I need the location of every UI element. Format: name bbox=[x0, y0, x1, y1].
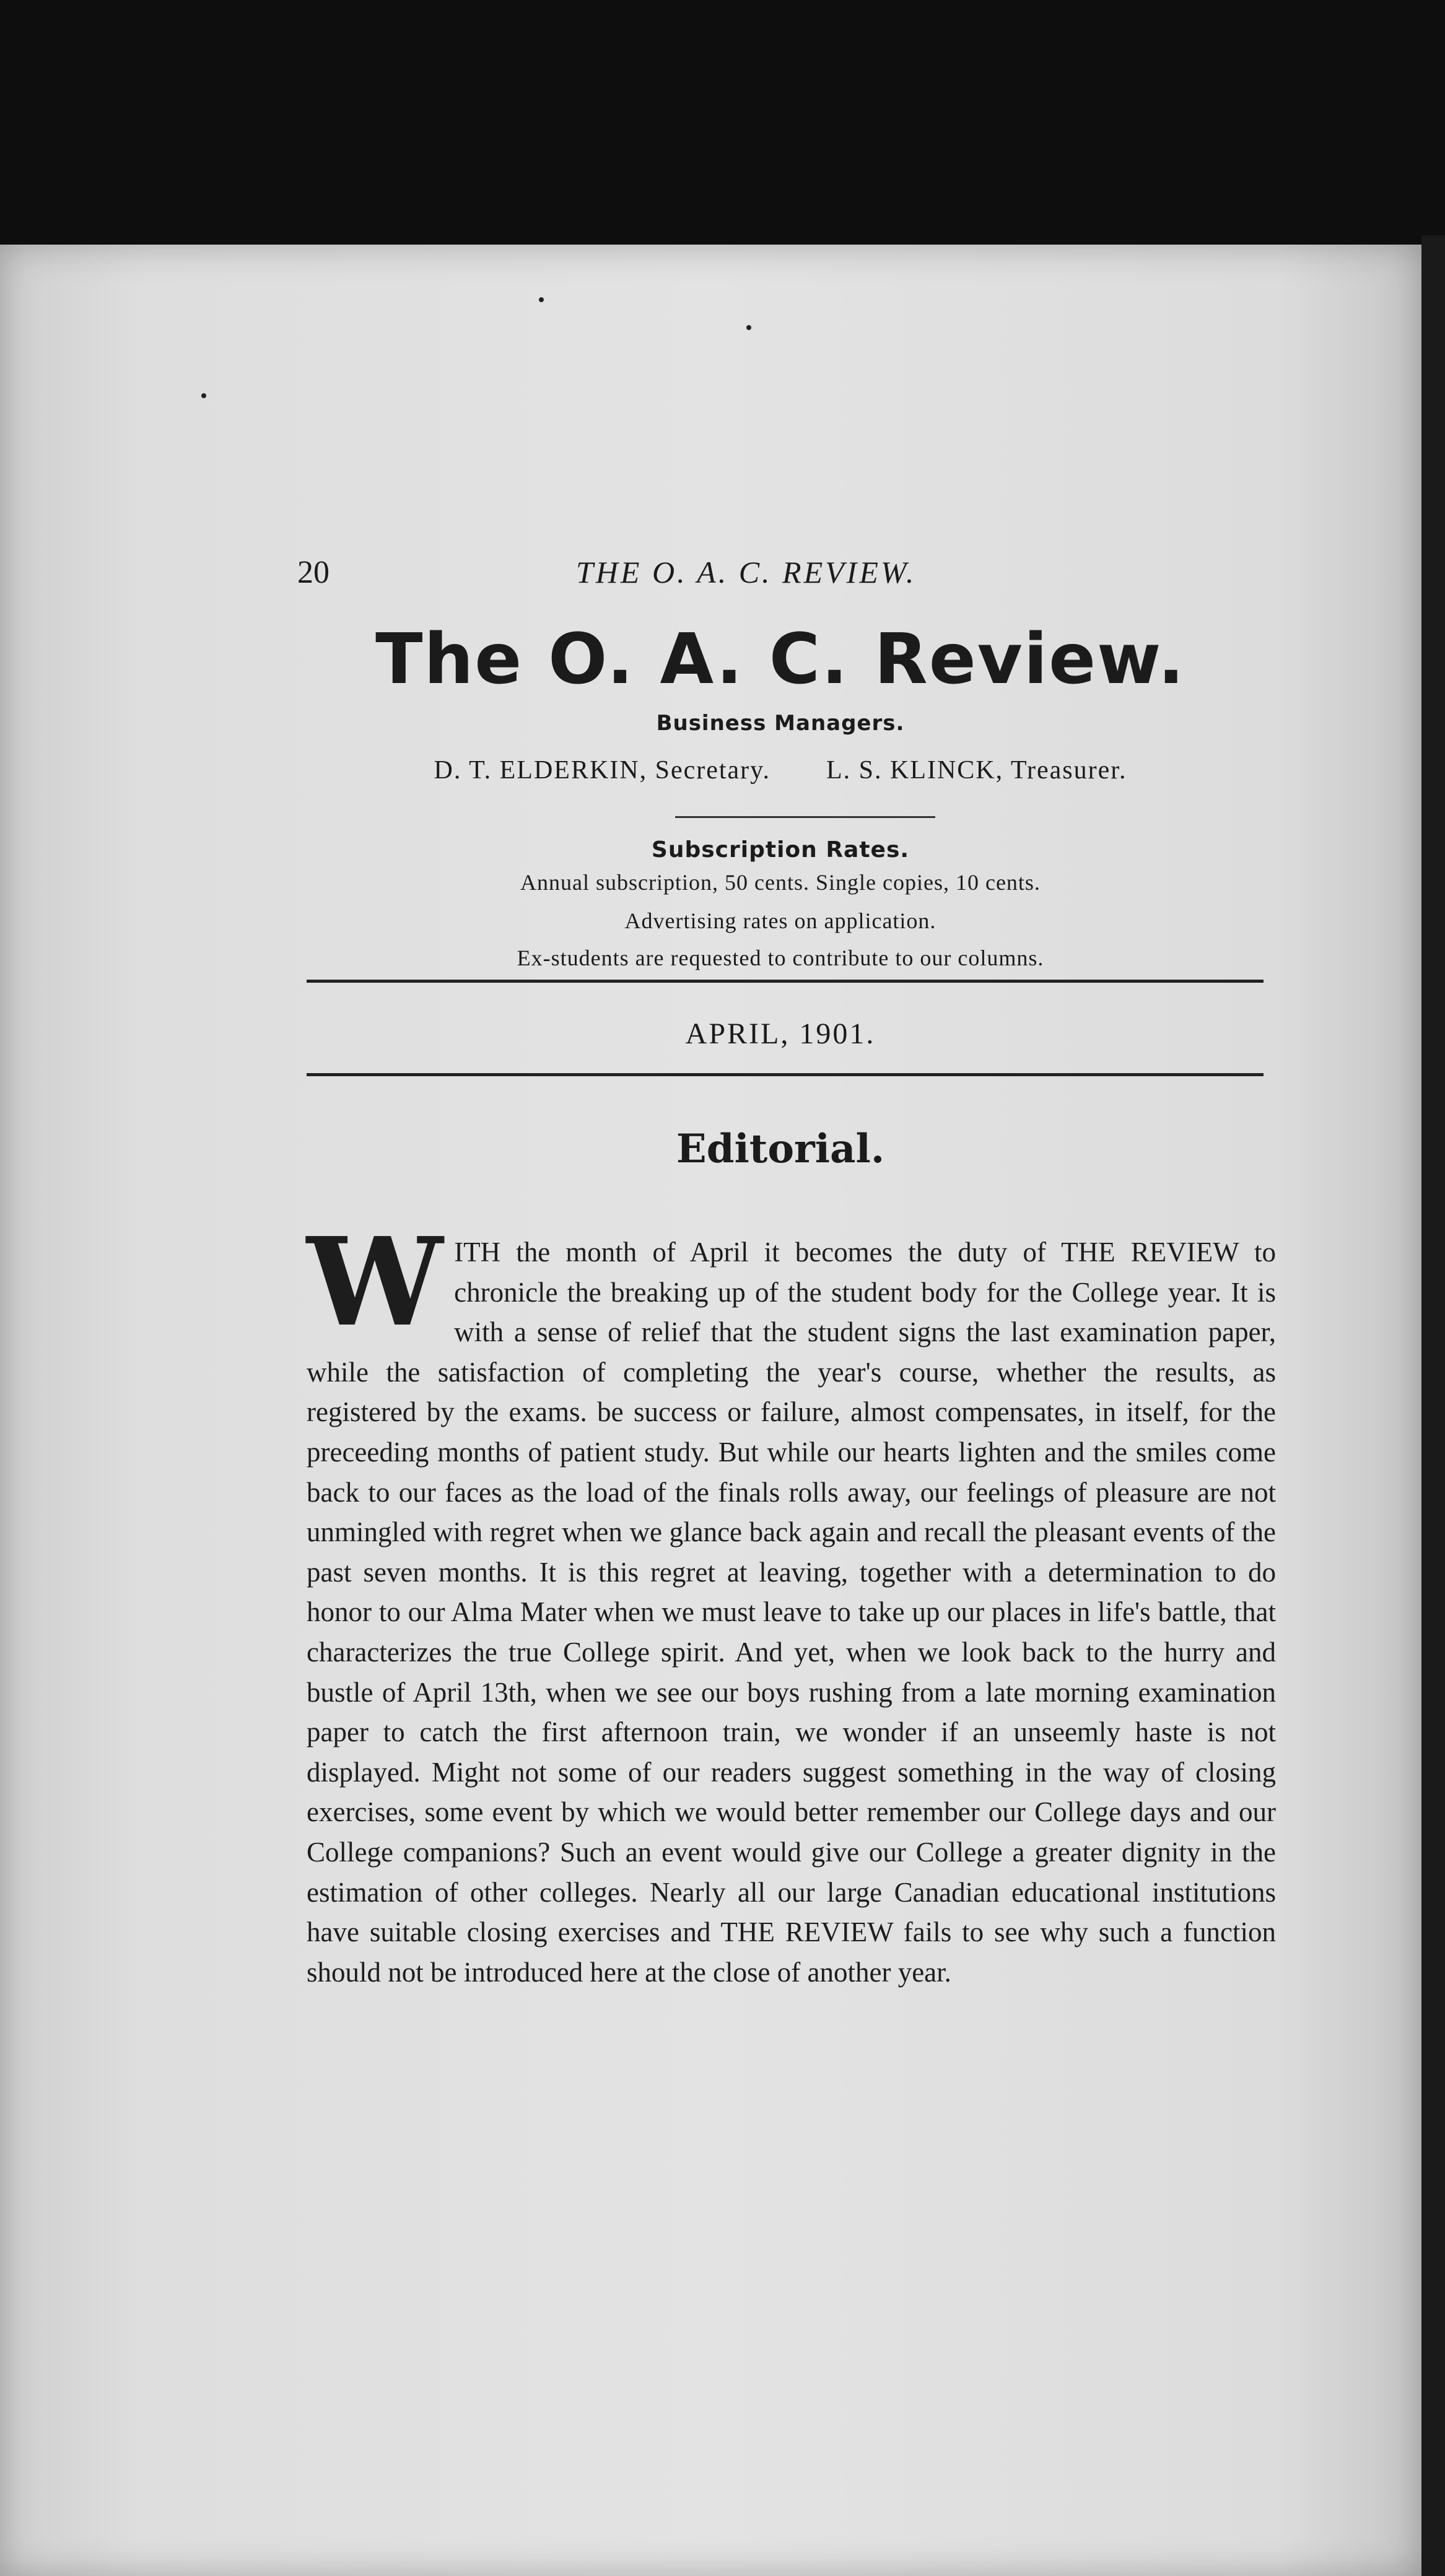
running-title: THE O. A. C. REVIEW. bbox=[576, 555, 917, 590]
business-managers-label: Business Managers. bbox=[656, 711, 905, 736]
divider bbox=[307, 1073, 1264, 1076]
scan-background-edge bbox=[1421, 235, 1445, 2576]
divider bbox=[675, 816, 935, 818]
running-head bbox=[297, 554, 1264, 598]
scan-background-top bbox=[0, 0, 1445, 245]
divider bbox=[307, 980, 1264, 983]
contribution-line: Ex-students are requested to contribute to our columns. bbox=[517, 946, 1044, 970]
ink-speck bbox=[539, 297, 544, 302]
ink-speck bbox=[746, 325, 751, 330]
drop-cap: W bbox=[307, 1211, 443, 1354]
subscription-rates-line: Annual subscription, 50 cents. Single copies, 10 cents. bbox=[520, 870, 1041, 895]
masthead-title: The O. A. C. Review. bbox=[375, 619, 1185, 700]
secretary-name: D. T. ELDERKIN, Secretary. bbox=[434, 756, 771, 785]
treasurer-name: L. S. KLINCK, Treasurer. bbox=[826, 756, 1127, 785]
issue-date: APRIL, 1901. bbox=[685, 1017, 876, 1050]
editorial-text: ITH the month of April it becomes the duty of THE REVIEW to chronicle the breaking up of the student body for the College year. It is with a sense of relief that the student signs the last examination paper, while the satisfaction of completing the year's course, whether the results, as registered by the exams. be success or failure, almost compensates, in itself, for the preceeding months of patient study. But while our hearts lighten and the smiles come back to our faces as the load of the finals rolls away, our feelings of pleasure are not unmingled with regret when we glance back again and recall the pleasant events of the past seven months. It is this regret at leaving, together with a determination to do honor to our Alma Mater when we must leave to take up our places in life's battle, that characterizes the true College spirit. And yet, when we look back to the hurry and bustle of April 13th, when we see our boys rushing from a late morning examination paper to catch the first afternoon train, we wonder if an unseemly haste is not displayed. Might not some of our readers suggest something in the way of closing exercises, some event by which we would better remember our College days and our College companions? Such an event would give our College a greater dignity in the estimation of other colleges. Nearly all our large Canadian educational institutions have suitable closing exercises and THE REVIEW fails to see why such a function should not be introduced here at the close of another year. bbox=[307, 1237, 1276, 1988]
subscription-label: Subscription Rates. bbox=[651, 837, 910, 863]
editorial-body bbox=[307, 1211, 1276, 1992]
section-title: Editorial. bbox=[676, 1126, 885, 1172]
page-number: 20 bbox=[297, 555, 330, 590]
officers-line bbox=[297, 755, 1264, 785]
ink-speck bbox=[201, 393, 206, 398]
advertising-line: Advertising rates on application. bbox=[624, 908, 936, 933]
